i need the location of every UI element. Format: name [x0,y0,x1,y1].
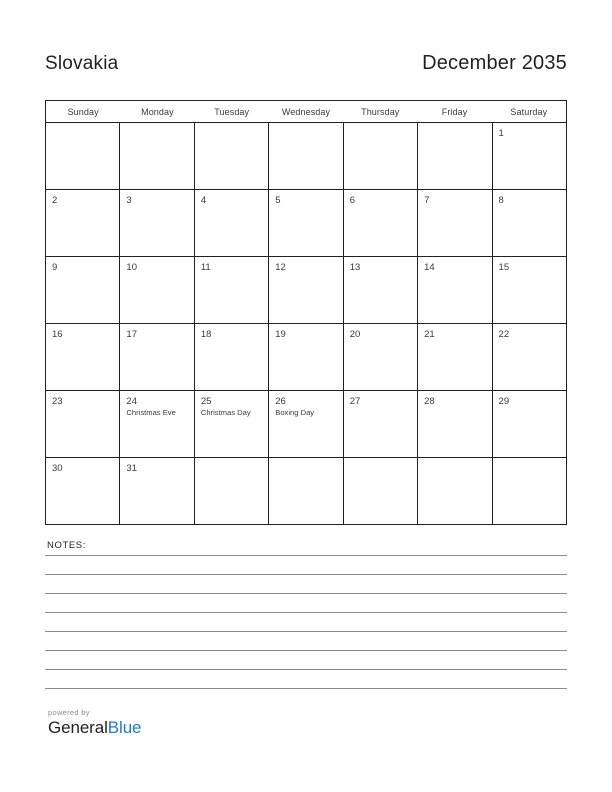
day-cell-23[interactable] [46,391,120,457]
weekday-header-saturday: Saturday [510,106,548,117]
weekday-header-friday: Friday [441,106,468,117]
day-number: 6 [349,195,355,206]
day-number: 9 [52,262,58,273]
day-cell-20[interactable] [344,324,418,390]
day-cell-27[interactable] [344,391,418,457]
day-number: 14 [424,262,435,273]
day-number: 7 [424,195,430,206]
day-number: 15 [498,262,510,273]
day-cell-9[interactable] [46,257,120,323]
day-cell-empty [418,123,492,189]
calendar-grid [45,100,567,525]
day-cell-29[interactable] [493,391,566,457]
day-cell-2[interactable] [46,190,120,256]
day-cell-empty [120,123,194,189]
day-number: 23 [52,396,63,407]
day-number: 4 [200,195,207,206]
day-cell-19[interactable] [269,324,343,390]
day-cell-11[interactable] [195,257,269,323]
day-cell-empty [344,123,418,189]
day-cell-13[interactable] [344,257,418,323]
day-cell-17[interactable] [120,324,194,390]
day-number: 2 [52,195,58,206]
powered-by-label: powered by [48,708,90,717]
day-cell-10[interactable] [120,257,194,323]
day-number: 8 [498,195,504,206]
day-cell-empty [195,123,269,189]
day-number: 28 [424,396,435,407]
weekday-header-thursday: Thursday [361,106,400,117]
weekday-header-monday: Monday [141,106,174,117]
day-number: 26 [275,396,286,407]
day-cell-6[interactable] [344,190,418,256]
day-cell-empty [493,458,566,524]
calendar-week-row [46,324,566,391]
calendar-header [45,52,567,82]
note-rule-line [45,650,567,651]
day-cell-empty [269,458,343,524]
generalblue-logo[interactable] [48,718,141,737]
day-number: 18 [200,329,212,340]
note-rule-line [45,593,567,594]
weekday-header-wednesday: Wednesday [281,106,331,117]
day-cell-empty [269,123,343,189]
note-rule-line [45,612,567,613]
day-number: 30 [52,463,63,474]
day-number: 16 [52,329,63,340]
day-cell-empty [46,123,120,189]
day-number: 1 [498,128,504,139]
day-cell-28[interactable] [418,391,492,457]
weekday-header-tuesday: Tuesday [214,106,250,117]
day-number: 19 [275,329,286,340]
day-cell-30[interactable] [46,458,120,524]
day-cell-15[interactable] [493,257,566,323]
calendar-week-row [46,458,566,524]
day-cell-22[interactable] [493,324,566,390]
notes-label: NOTES: [47,540,86,551]
day-cell-18[interactable] [195,324,269,390]
day-number: 22 [498,329,510,340]
day-number: 25 [200,396,212,407]
note-rule-line [45,631,567,632]
day-cell-26[interactable] [269,391,343,457]
day-cell-empty [195,458,269,524]
day-cell-3[interactable] [120,190,194,256]
calendar-week-row [46,257,566,324]
day-number: 13 [349,262,361,273]
calendar-week-row [46,123,566,190]
day-event-label: Christmas Day [200,408,251,417]
day-number: 10 [126,262,137,273]
calendar-weeks [46,123,566,524]
month-year-title: December 2035 [422,52,567,74]
day-cell-4[interactable] [195,190,269,256]
day-number: 24 [126,396,137,407]
day-number: 20 [349,329,361,340]
day-number: 29 [498,396,510,407]
day-cell-8[interactable] [493,190,566,256]
day-cell-24[interactable] [120,391,194,457]
day-cell-16[interactable] [46,324,120,390]
day-number: 3 [126,195,132,206]
country-title: Slovakia [45,53,119,74]
day-cell-25[interactable] [195,391,269,457]
day-number: 27 [349,396,361,407]
weekday-header-row [46,101,566,123]
logo-text-blue: Blue [107,718,142,737]
calendar-week-row [46,190,566,257]
weekday-header-sunday: Sunday [67,106,99,117]
day-cell-31[interactable] [120,458,194,524]
day-cell-empty [418,458,492,524]
day-number: 11 [200,262,211,273]
day-cell-empty [344,458,418,524]
note-rule-line [45,688,567,689]
notes-lines [45,555,567,689]
day-number: 21 [424,329,435,340]
note-rule-line [45,669,567,670]
day-cell-5[interactable] [269,190,343,256]
calendar-week-row [46,391,566,458]
note-rule-line [45,555,567,556]
day-number: 31 [126,463,137,474]
day-cell-21[interactable] [418,324,492,390]
day-cell-14[interactable] [418,257,492,323]
note-rule-line [45,574,567,575]
day-cell-7[interactable] [418,190,492,256]
day-cell-12[interactable] [269,257,343,323]
day-number: 12 [275,262,286,273]
logo-text-general: General [48,718,108,737]
day-event-label: Christmas Eve [126,408,176,417]
footer-branding [48,708,348,738]
day-cell-1[interactable] [493,123,566,189]
day-number: 17 [126,329,137,340]
notes-section [45,540,567,689]
day-event-label: Boxing Day [275,408,315,417]
day-number: 5 [275,195,281,206]
